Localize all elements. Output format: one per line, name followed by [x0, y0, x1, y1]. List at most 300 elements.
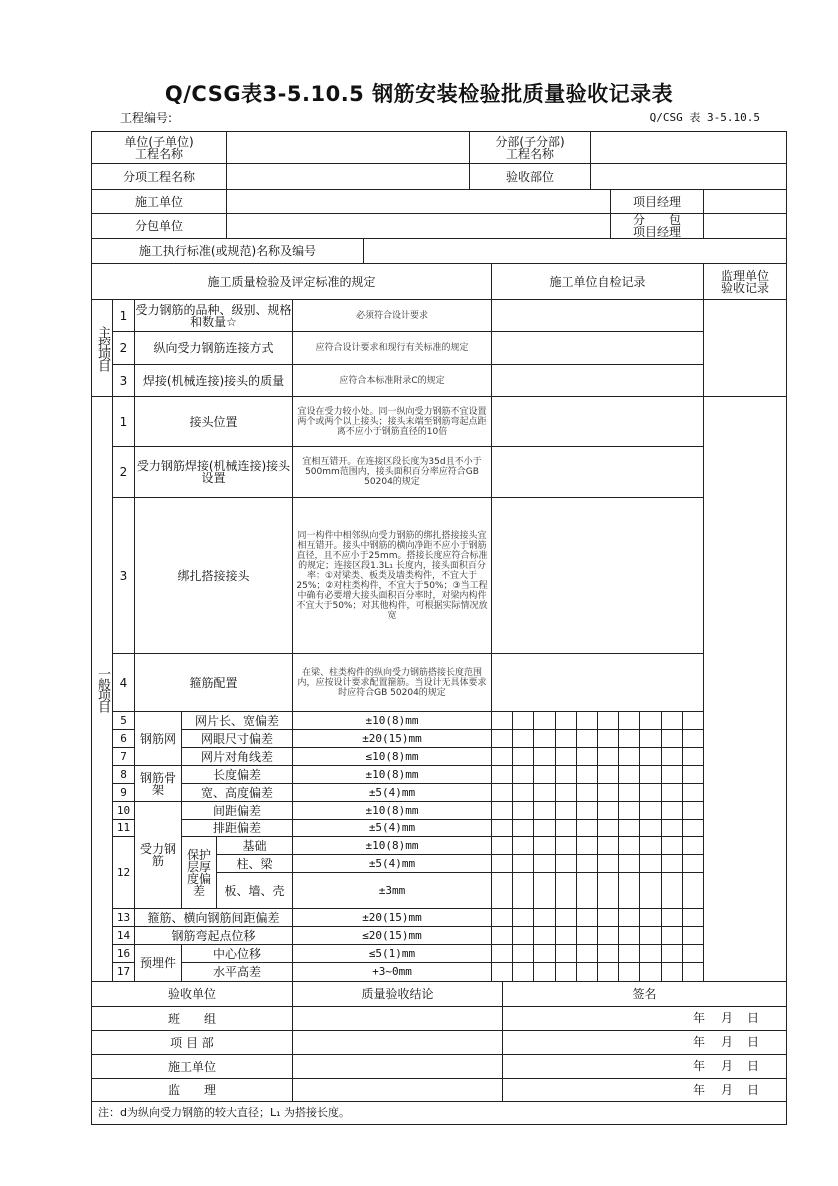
measurement-cell[interactable] [597, 854, 619, 873]
measurement-cell[interactable] [639, 711, 662, 730]
measurement-cell[interactable] [491, 711, 513, 730]
item-name-text: 间距偏差 [212, 803, 261, 818]
item-name [134, 396, 293, 447]
measurement-cell[interactable] [576, 801, 598, 820]
item-name-text: 钢筋弯起点位移 [171, 928, 256, 943]
measurement-cell[interactable] [661, 854, 683, 873]
measurement-cell[interactable] [597, 926, 619, 945]
measurement-cell[interactable] [576, 944, 598, 963]
measurement-cell[interactable] [491, 926, 513, 945]
measurement-cell[interactable] [576, 729, 598, 748]
measurement-cell[interactable] [661, 836, 683, 855]
measurement-cell[interactable] [555, 729, 577, 748]
acceptance-unit [91, 1030, 293, 1055]
item-tolerance-text: ±5(4)mm [368, 856, 416, 870]
item-name-text: 接头位置 [189, 414, 238, 429]
measurement-cell[interactable] [682, 854, 704, 873]
item-number-text: 16 [116, 946, 131, 960]
measurement-cell[interactable] [491, 783, 513, 802]
acceptance-col-signature [502, 981, 787, 1007]
measurement-cell[interactable] [618, 962, 640, 982]
measurement-cell[interactable] [661, 926, 683, 945]
item-spec-text: 同一构件中相邻纵向受力钢筋的绑扎搭接接头宜相互错开。接头中钢筋的横向净距不应小于钢筋直径，且不应小于25mm。搭接长度应符合标准的规定；连接区段1.3L₁ 长度内，接头面积百分率：①对梁类、板类及墙类构件，不宜大于25%；②对柱类构件，不宜大于50%；③当工程中确有必要增大接头面积百分率时，对梁内构件不宜大于50%；对其他构件，可根据实际情况放宽 [296, 530, 488, 621]
measurement-cell[interactable] [491, 944, 513, 963]
measurement-cell[interactable] [555, 908, 577, 927]
item-number-text: 5 [120, 713, 127, 727]
measurement-cell[interactable] [661, 962, 683, 982]
measurement-cell[interactable] [661, 711, 683, 730]
self-check-record[interactable] [491, 396, 704, 447]
measurement-cell[interactable] [576, 962, 598, 982]
label-project-manager [610, 189, 704, 214]
measurement-cell[interactable] [597, 801, 619, 820]
measurement-cell[interactable] [639, 926, 662, 945]
measurement-cell[interactable] [576, 908, 598, 927]
measurement-cell[interactable] [682, 944, 704, 963]
item-spec [292, 446, 492, 498]
item-number [112, 446, 135, 498]
item-name [216, 872, 293, 909]
acceptance-col-conclusion-text: 质量验收结论 [361, 987, 434, 1001]
item-spec-text: 宜相互错开。在连接区段长度为35d且不小于500mm范围内，接头面积百分率应符合GB 50204的规定 [302, 457, 482, 487]
measurement-cell[interactable] [618, 783, 640, 802]
item-name-text: 箍筋、横向钢筋间距偏差 [147, 910, 280, 925]
date-year: 年 [693, 1059, 706, 1073]
measurement-cell[interactable] [639, 765, 662, 784]
item-tolerance [292, 854, 492, 873]
measurement-cell[interactable] [576, 854, 598, 873]
measurement-cell[interactable] [682, 711, 704, 730]
measurement-cell[interactable] [618, 729, 640, 748]
acceptance-conclusion[interactable] [292, 1030, 503, 1055]
item-number [112, 331, 135, 365]
measurement-cell[interactable] [533, 729, 556, 748]
item-tolerance [292, 836, 492, 855]
item-name-text: 受力钢筋焊接(机械连接)接头设置 [136, 459, 291, 485]
label-acceptance-part [469, 163, 591, 190]
item-name-text: 中心位移 [212, 946, 261, 961]
item-name [134, 446, 293, 498]
measurement-cell[interactable] [639, 908, 662, 927]
measurement-cell[interactable] [512, 765, 534, 784]
measurement-cell[interactable] [491, 836, 513, 855]
measurement-cell[interactable] [512, 872, 534, 909]
measurement-cell[interactable] [597, 872, 619, 909]
measurement-cell[interactable] [618, 926, 640, 945]
item-number-text: 1 [119, 308, 128, 323]
item-tolerance-text: ≤20(15)mm [362, 928, 422, 942]
measurement-cell[interactable] [555, 711, 577, 730]
input-project-manager[interactable] [703, 189, 787, 214]
measurement-cell[interactable] [618, 944, 640, 963]
measurement-cell[interactable] [555, 854, 577, 873]
measurement-cell[interactable] [555, 962, 577, 982]
measurement-cell[interactable] [512, 819, 534, 837]
measurement-cell[interactable] [555, 944, 577, 963]
measurement-cell[interactable] [491, 908, 513, 927]
measurement-cell[interactable] [533, 765, 556, 784]
supervision-record-main[interactable] [703, 299, 787, 397]
measurement-cell[interactable] [661, 819, 683, 837]
measurement-cell[interactable] [618, 854, 640, 873]
self-check-record[interactable] [491, 653, 704, 712]
measurement-cell[interactable] [533, 747, 556, 766]
acceptance-col-conclusion [292, 981, 503, 1007]
measurement-cell[interactable] [512, 729, 534, 748]
measurement-cell[interactable] [512, 783, 534, 802]
item-number-text: 3 [119, 373, 128, 388]
item-name [181, 801, 293, 820]
form-code: Q/CSG 表 3-5.10.5 [649, 111, 760, 124]
input-construction-unit[interactable] [226, 189, 611, 214]
measurement-cell[interactable] [682, 819, 704, 837]
measurement-cell[interactable] [576, 872, 598, 909]
measurement-cell[interactable] [661, 783, 683, 802]
measurement-cell[interactable] [639, 872, 662, 909]
footnote [91, 1101, 787, 1125]
item-name-text: 网片长、宽偏差 [194, 713, 279, 728]
measurement-cell[interactable] [533, 926, 556, 945]
measurement-cell[interactable] [533, 908, 556, 927]
measurement-cell[interactable] [618, 872, 640, 909]
measurement-cell[interactable] [576, 819, 598, 837]
column-header-supervision-text: 监理单位 验收记录 [720, 268, 769, 295]
group-rebar [134, 801, 182, 909]
acceptance-conclusion[interactable] [292, 1006, 503, 1031]
measurement-cell[interactable] [682, 801, 704, 820]
measurement-cell[interactable] [639, 962, 662, 982]
date-year: 年 [693, 1035, 706, 1049]
item-number [112, 653, 135, 712]
item-tolerance-text: ±10(8)mm [365, 713, 419, 727]
date-day: 日 [747, 1011, 760, 1025]
acceptance-col-unit-text: 验收单位 [167, 987, 216, 1001]
item-number-text: 3 [119, 568, 128, 583]
measurement-cell[interactable] [533, 801, 556, 820]
input-acceptance-part[interactable] [590, 163, 787, 190]
page-title: Q/CSG表3-5.10.5 钢筋安装检验批质量验收记录表 [164, 82, 674, 106]
measurement-cell[interactable] [639, 783, 662, 802]
category-main-items [91, 299, 113, 397]
item-name [216, 836, 293, 855]
measurement-cell[interactable] [597, 836, 619, 855]
item-tolerance-text: ±10(8)mm [365, 767, 419, 781]
item-name-text: 焊接(机械连接)接头的质量 [142, 373, 285, 388]
measurement-cell[interactable] [555, 765, 577, 784]
item-tolerance [292, 908, 492, 927]
date-month: 月 [721, 1083, 734, 1097]
group-cage-text: 钢筋骨架 [139, 770, 176, 797]
project-number-label: 工程编号: [120, 111, 173, 125]
item-number-text: 2 [119, 465, 128, 479]
measurement-cell[interactable] [597, 783, 619, 802]
item-name [134, 926, 293, 945]
label-sub-item-project-name [91, 163, 227, 190]
item-number [112, 299, 135, 332]
item-tolerance [292, 801, 492, 820]
label-division-project-name [469, 131, 591, 164]
measurement-cell[interactable] [639, 747, 662, 766]
measurement-cell[interactable] [682, 783, 704, 802]
measurement-cell[interactable] [682, 747, 704, 766]
measurement-cell[interactable] [682, 765, 704, 784]
acceptance-unit-text: 项 目 部 [170, 1035, 214, 1050]
measurement-cell[interactable] [555, 836, 577, 855]
measurement-cell[interactable] [576, 747, 598, 766]
supervision-record-general[interactable] [703, 396, 787, 982]
measurement-cell[interactable] [576, 765, 598, 784]
measurement-cell[interactable] [661, 908, 683, 927]
measurement-cell[interactable] [512, 854, 534, 873]
item-spec [292, 653, 492, 712]
measurement-cell[interactable] [576, 926, 598, 945]
item-name [181, 783, 293, 802]
measurement-cell[interactable] [533, 836, 556, 855]
measurement-cell[interactable] [639, 729, 662, 748]
item-tolerance-text: +3~0mm [372, 965, 412, 978]
measurement-cell[interactable] [639, 801, 662, 820]
item-name [181, 711, 293, 730]
measurement-cell[interactable] [555, 801, 577, 820]
item-number-text: 4 [119, 675, 128, 690]
self-check-record[interactable] [491, 446, 704, 498]
measurement-cell[interactable] [597, 819, 619, 837]
input-subcontract-unit[interactable] [226, 213, 611, 239]
measurement-cell[interactable] [512, 908, 534, 927]
label-division-project-name-text: 分部(子分部) 工程名称 [495, 134, 565, 161]
measurement-cell[interactable] [491, 801, 513, 820]
label-subcontract-pm-text: 分 包 项目经理 [632, 213, 681, 239]
date-month: 月 [721, 1059, 734, 1073]
item-name-text: 基础 [242, 838, 267, 853]
item-number [112, 765, 135, 784]
item-tolerance [292, 944, 492, 963]
measurement-cell[interactable] [576, 711, 598, 730]
group-cage [134, 765, 182, 802]
item-number [112, 926, 135, 945]
measurement-cell[interactable] [618, 765, 640, 784]
footnote-text: 注：d为纵向受力钢筋的较大直径；L₁ 为搭接长度。 [98, 1106, 351, 1119]
item-tolerance [292, 926, 492, 945]
item-tolerance-text: ±20(15)mm [362, 910, 422, 924]
item-number [112, 962, 135, 982]
item-number [112, 364, 135, 397]
acceptance-col-unit [91, 981, 293, 1007]
item-name [134, 331, 293, 365]
item-number-text: 14 [116, 928, 131, 942]
measurement-cell[interactable] [533, 819, 556, 837]
measurement-cell[interactable] [512, 944, 534, 963]
measurement-cell[interactable] [555, 747, 577, 766]
acceptance-unit [91, 1006, 293, 1031]
measurement-cell[interactable] [512, 926, 534, 945]
input-standard-name[interactable] [363, 238, 787, 264]
measurement-cell[interactable] [555, 872, 577, 909]
measurement-cell[interactable] [555, 926, 577, 945]
measurement-cell[interactable] [682, 908, 704, 927]
measurement-cell[interactable] [639, 819, 662, 837]
measurement-cell[interactable] [639, 944, 662, 963]
measurement-cell[interactable] [512, 747, 534, 766]
group-mesh [134, 711, 182, 766]
measurement-cell[interactable] [597, 711, 619, 730]
measurement-cell[interactable] [618, 908, 640, 927]
date-year: 年 [693, 1011, 706, 1025]
date-day: 日 [747, 1035, 760, 1049]
item-tolerance [292, 747, 492, 766]
measurement-cell[interactable] [512, 801, 534, 820]
item-tolerance-text: ±20(15)mm [362, 731, 422, 745]
measurement-cell[interactable] [491, 962, 513, 982]
item-tolerance-text: ≤5(1)mm [368, 946, 416, 960]
measurement-cell[interactable] [533, 783, 556, 802]
measurement-cell[interactable] [618, 801, 640, 820]
measurement-cell[interactable] [639, 854, 662, 873]
label-unit-project-name-text: 单位(子单位) 工程名称 [124, 134, 194, 161]
measurement-cell[interactable] [555, 819, 577, 837]
measurement-cell[interactable] [533, 854, 556, 873]
item-spec [292, 364, 492, 397]
acceptance-signature[interactable] [502, 1030, 787, 1055]
item-name-text: 受力钢筋的品种、级别、规格和数量☆ [135, 302, 292, 329]
item-name [134, 653, 293, 712]
measurement-cell[interactable] [682, 836, 704, 855]
acceptance-conclusion[interactable] [292, 1078, 503, 1102]
item-number-text: 6 [120, 731, 127, 745]
category-general-items-text: 一般项目 [95, 667, 110, 711]
item-number [112, 711, 135, 730]
item-number-text: 17 [116, 965, 131, 978]
measurement-cell[interactable] [555, 783, 577, 802]
measurement-cell[interactable] [597, 729, 619, 748]
item-number-text: 12 [116, 865, 131, 879]
measurement-cell[interactable] [491, 872, 513, 909]
measurement-cell[interactable] [576, 783, 598, 802]
self-check-record[interactable] [491, 497, 704, 654]
item-number [112, 908, 135, 927]
measurement-cell[interactable] [597, 747, 619, 766]
item-number [112, 783, 135, 802]
self-check-record[interactable] [491, 331, 704, 365]
measurement-cell[interactable] [682, 926, 704, 945]
measurement-cell[interactable] [618, 819, 640, 837]
measurement-cell[interactable] [533, 872, 556, 909]
item-spec [292, 299, 492, 332]
self-check-record[interactable] [491, 364, 704, 397]
item-number [112, 944, 135, 963]
measurement-cell[interactable] [533, 962, 556, 982]
item-name [134, 497, 293, 654]
measurement-cell[interactable] [618, 747, 640, 766]
measurement-cell[interactable] [597, 962, 619, 982]
acceptance-unit-text: 施工单位 [167, 1059, 216, 1074]
item-tolerance [292, 729, 492, 748]
item-tolerance-text: ≤10(8)mm [365, 749, 419, 763]
measurement-cell[interactable] [533, 944, 556, 963]
measurement-cell[interactable] [661, 765, 683, 784]
measurement-cell[interactable] [661, 729, 683, 748]
input-subcontract-pm[interactable] [703, 213, 787, 239]
measurement-cell[interactable] [661, 944, 683, 963]
self-check-record[interactable] [491, 299, 704, 332]
item-name [181, 944, 293, 963]
column-header-spec [91, 263, 492, 300]
item-name-text: 水平高差 [212, 965, 261, 979]
acceptance-signature[interactable] [502, 1078, 787, 1102]
measurement-cell[interactable] [512, 711, 534, 730]
item-tolerance [292, 783, 492, 802]
measurement-cell[interactable] [597, 944, 619, 963]
item-spec-text: 在梁、柱类构件的纵向受力钢筋搭接长度范围内，应按设计要求配置箍筋。当设计无具体要求时应符合GB 50204的规定 [297, 667, 487, 698]
item-number [112, 819, 135, 837]
item-name [134, 908, 293, 927]
input-unit-project-name[interactable] [226, 131, 470, 164]
group-cover-thickness-text: 保护层厚度偏差 [186, 847, 211, 898]
date-month: 月 [721, 1011, 734, 1025]
acceptance-unit [91, 1078, 293, 1102]
input-division-project-name[interactable] [590, 131, 787, 164]
item-name [181, 765, 293, 784]
acceptance-signature[interactable] [502, 1006, 787, 1031]
measurement-cell[interactable] [682, 962, 704, 982]
item-name [216, 854, 293, 873]
item-number [112, 396, 135, 447]
measurement-cell[interactable] [512, 962, 534, 982]
group-cover-thickness [181, 836, 217, 909]
item-number [112, 729, 135, 748]
item-number [112, 801, 135, 820]
item-tolerance-text: ±5(4)mm [368, 785, 416, 799]
measurement-cell[interactable] [661, 872, 683, 909]
item-number-text: 8 [120, 767, 127, 781]
measurement-cell[interactable] [618, 711, 640, 730]
measurement-cell[interactable] [491, 729, 513, 748]
measurement-cell[interactable] [597, 908, 619, 927]
item-name-text: 网眼尺寸偏差 [200, 731, 273, 746]
label-project-manager-text: 项目经理 [632, 194, 681, 209]
date-day: 日 [747, 1083, 760, 1097]
measurement-cell[interactable] [491, 747, 513, 766]
measurement-cell[interactable] [491, 765, 513, 784]
measurement-cell[interactable] [576, 836, 598, 855]
measurement-cell[interactable] [661, 801, 683, 820]
measurement-cell[interactable] [512, 836, 534, 855]
measurement-cell[interactable] [682, 872, 704, 909]
measurement-cell[interactable] [491, 854, 513, 873]
measurement-cell[interactable] [661, 747, 683, 766]
measurement-cell[interactable] [597, 765, 619, 784]
measurement-cell[interactable] [618, 836, 640, 855]
measurement-cell[interactable] [682, 729, 704, 748]
measurement-cell[interactable] [639, 836, 662, 855]
item-tolerance [292, 765, 492, 784]
measurement-cell[interactable] [491, 819, 513, 837]
item-name [181, 819, 293, 837]
item-number-text: 13 [116, 910, 131, 924]
item-number-text: 1 [119, 414, 128, 429]
column-header-spec-text: 施工质量检验及评定标准的规定 [207, 274, 376, 289]
group-embedded-parts-text: 预埋件 [139, 956, 176, 970]
measurement-cell[interactable] [533, 711, 556, 730]
group-rebar-text: 受力钢筋 [139, 842, 176, 868]
acceptance-conclusion[interactable] [292, 1054, 503, 1079]
item-tolerance-text: ±5(4)mm [368, 821, 416, 834]
label-unit-project-name [91, 131, 227, 164]
acceptance-signature[interactable] [502, 1054, 787, 1079]
item-tolerance [292, 872, 492, 909]
label-acceptance-part-text: 验收部位 [505, 169, 554, 184]
input-sub-item-project-name[interactable] [226, 163, 470, 190]
